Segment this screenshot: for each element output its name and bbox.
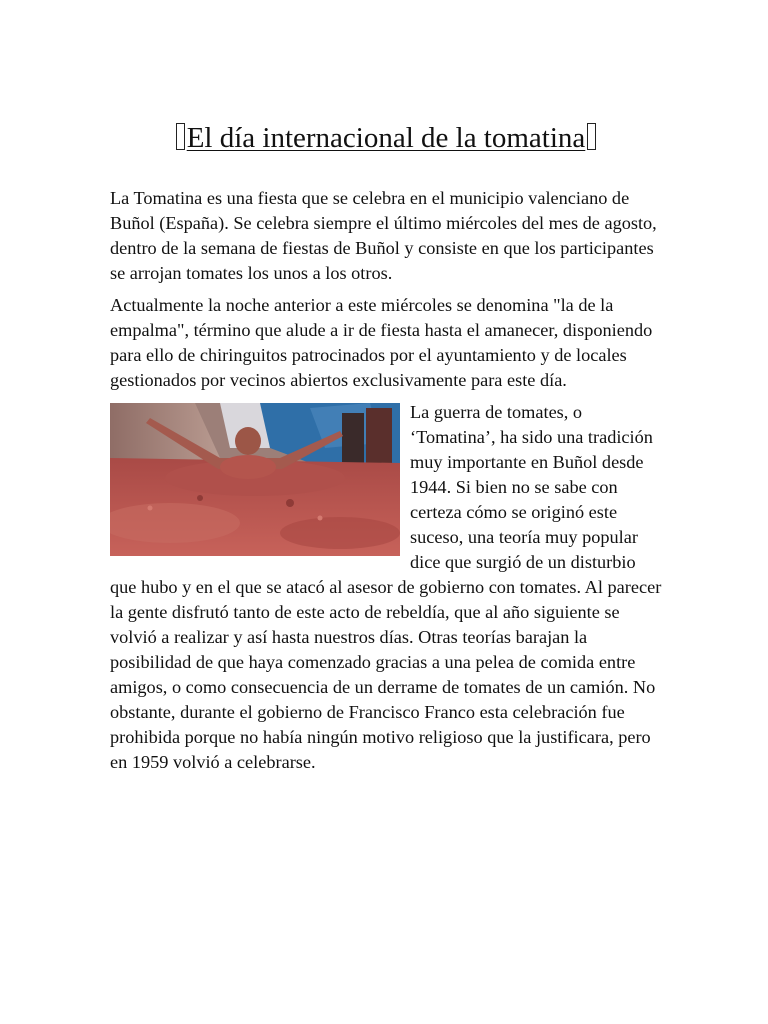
document-page	[110, 118, 662, 782]
tomatina-photo	[110, 403, 400, 556]
title-text: El día internacional de la tomatina	[186, 122, 586, 154]
paragraph-history: La guerra de tomates, o ‘Tomatina’, ha sido una tradición muy importante en Buñol desde 1944. Si bien no se sabe con certeza cómo se originó este suceso, una teoría muy popular dice que surgió de un disturbio que hubo y en el que se atacó al asesor de gobierno con tomates. Al parecer la gente disfrutó tanto de este acto de rebeldía, que al año siguiente se volvió a realizar y así hasta nuestros días. Otras teorías barajan la posibilidad de que haya comenzado gracias a una pelea de comida entre amigos, o como consecuencia de un derrame de tomates de un camión. No obstante, durante el gobierno de Francisco Franco esta celebración fue prohibida porque no había ningún motivo religioso que la justificara, pero en 1959 volvió a celebrarse.	[110, 402, 662, 772]
missing-glyph-icon	[587, 123, 596, 150]
missing-glyph-icon	[176, 123, 185, 150]
paragraph-intro: La Tomatina es una fiesta que se celebra en el municipio valenciano de Buñol (España). Se celebra siempre el último miércoles del mes de agosto, dentro de la semana de fiestas de Buñol y consiste en que los participantes se arrojan tomates los unos a los otros.	[110, 188, 657, 283]
paragraph-la-empalma: Actualmente la noche anterior a este miércoles se denomina "la de la empalma", término que alude a ir de fiesta hasta el amanecer, disponiendo para ello de chiringuitos patrocinados por el ayuntamiento y de locales gestionados por vecinos abiertos exclusivamente para este día.	[110, 295, 653, 390]
document-title	[110, 118, 662, 158]
